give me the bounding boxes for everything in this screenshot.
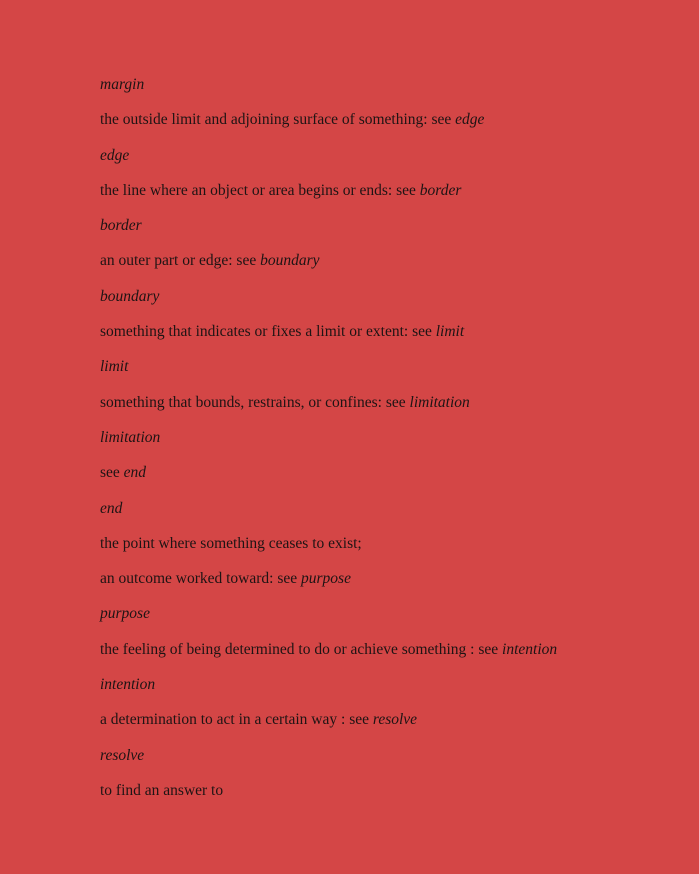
see-reference: border <box>419 181 462 199</box>
entry-definition: a determination to act in a certain way : see resolve <box>100 711 418 729</box>
entry-term: end <box>100 499 123 517</box>
entry-term: boundary <box>100 287 160 305</box>
entry-term: resolve <box>100 746 145 764</box>
entry-definition: an outcome worked toward: see purpose <box>100 570 351 588</box>
entry-term: border <box>100 217 142 235</box>
see-reference: limitation <box>409 393 470 411</box>
see-reference: end <box>123 464 147 482</box>
entry-definition: an outer part or edge: see boundary <box>100 252 320 270</box>
entry-definition: something that bounds, restrains, or confines: see limitation <box>100 393 470 411</box>
entry-term: margin <box>100 76 145 93</box>
entry-definition: the point where something ceases to exist; <box>100 534 362 552</box>
entry-definition: something that indicates or fixes a limit or extent: see limit <box>100 323 465 341</box>
entry-definition: the outside limit and adjoining surface of something: see edge <box>100 111 485 129</box>
entry-definition: the line where an object or area begins or ends: see border <box>100 181 462 199</box>
entry-term: limitation <box>100 428 161 446</box>
see-reference: resolve <box>372 711 418 729</box>
entry-term: purpose <box>100 605 150 623</box>
entry-definition: see end <box>100 464 147 482</box>
entry-definition: to find an answer to <box>100 781 224 799</box>
entry-definition: the feeling of being determined to do or achieve something : see intention <box>100 640 558 658</box>
see-reference: edge <box>455 111 485 129</box>
see-reference: intention <box>502 640 558 658</box>
entry-term: limit <box>100 358 129 376</box>
see-reference: limit <box>435 323 465 341</box>
entry-term: edge <box>100 146 130 164</box>
see-reference: boundary <box>260 252 320 270</box>
entry-term: intention <box>100 676 156 694</box>
see-reference: purpose <box>301 570 351 588</box>
